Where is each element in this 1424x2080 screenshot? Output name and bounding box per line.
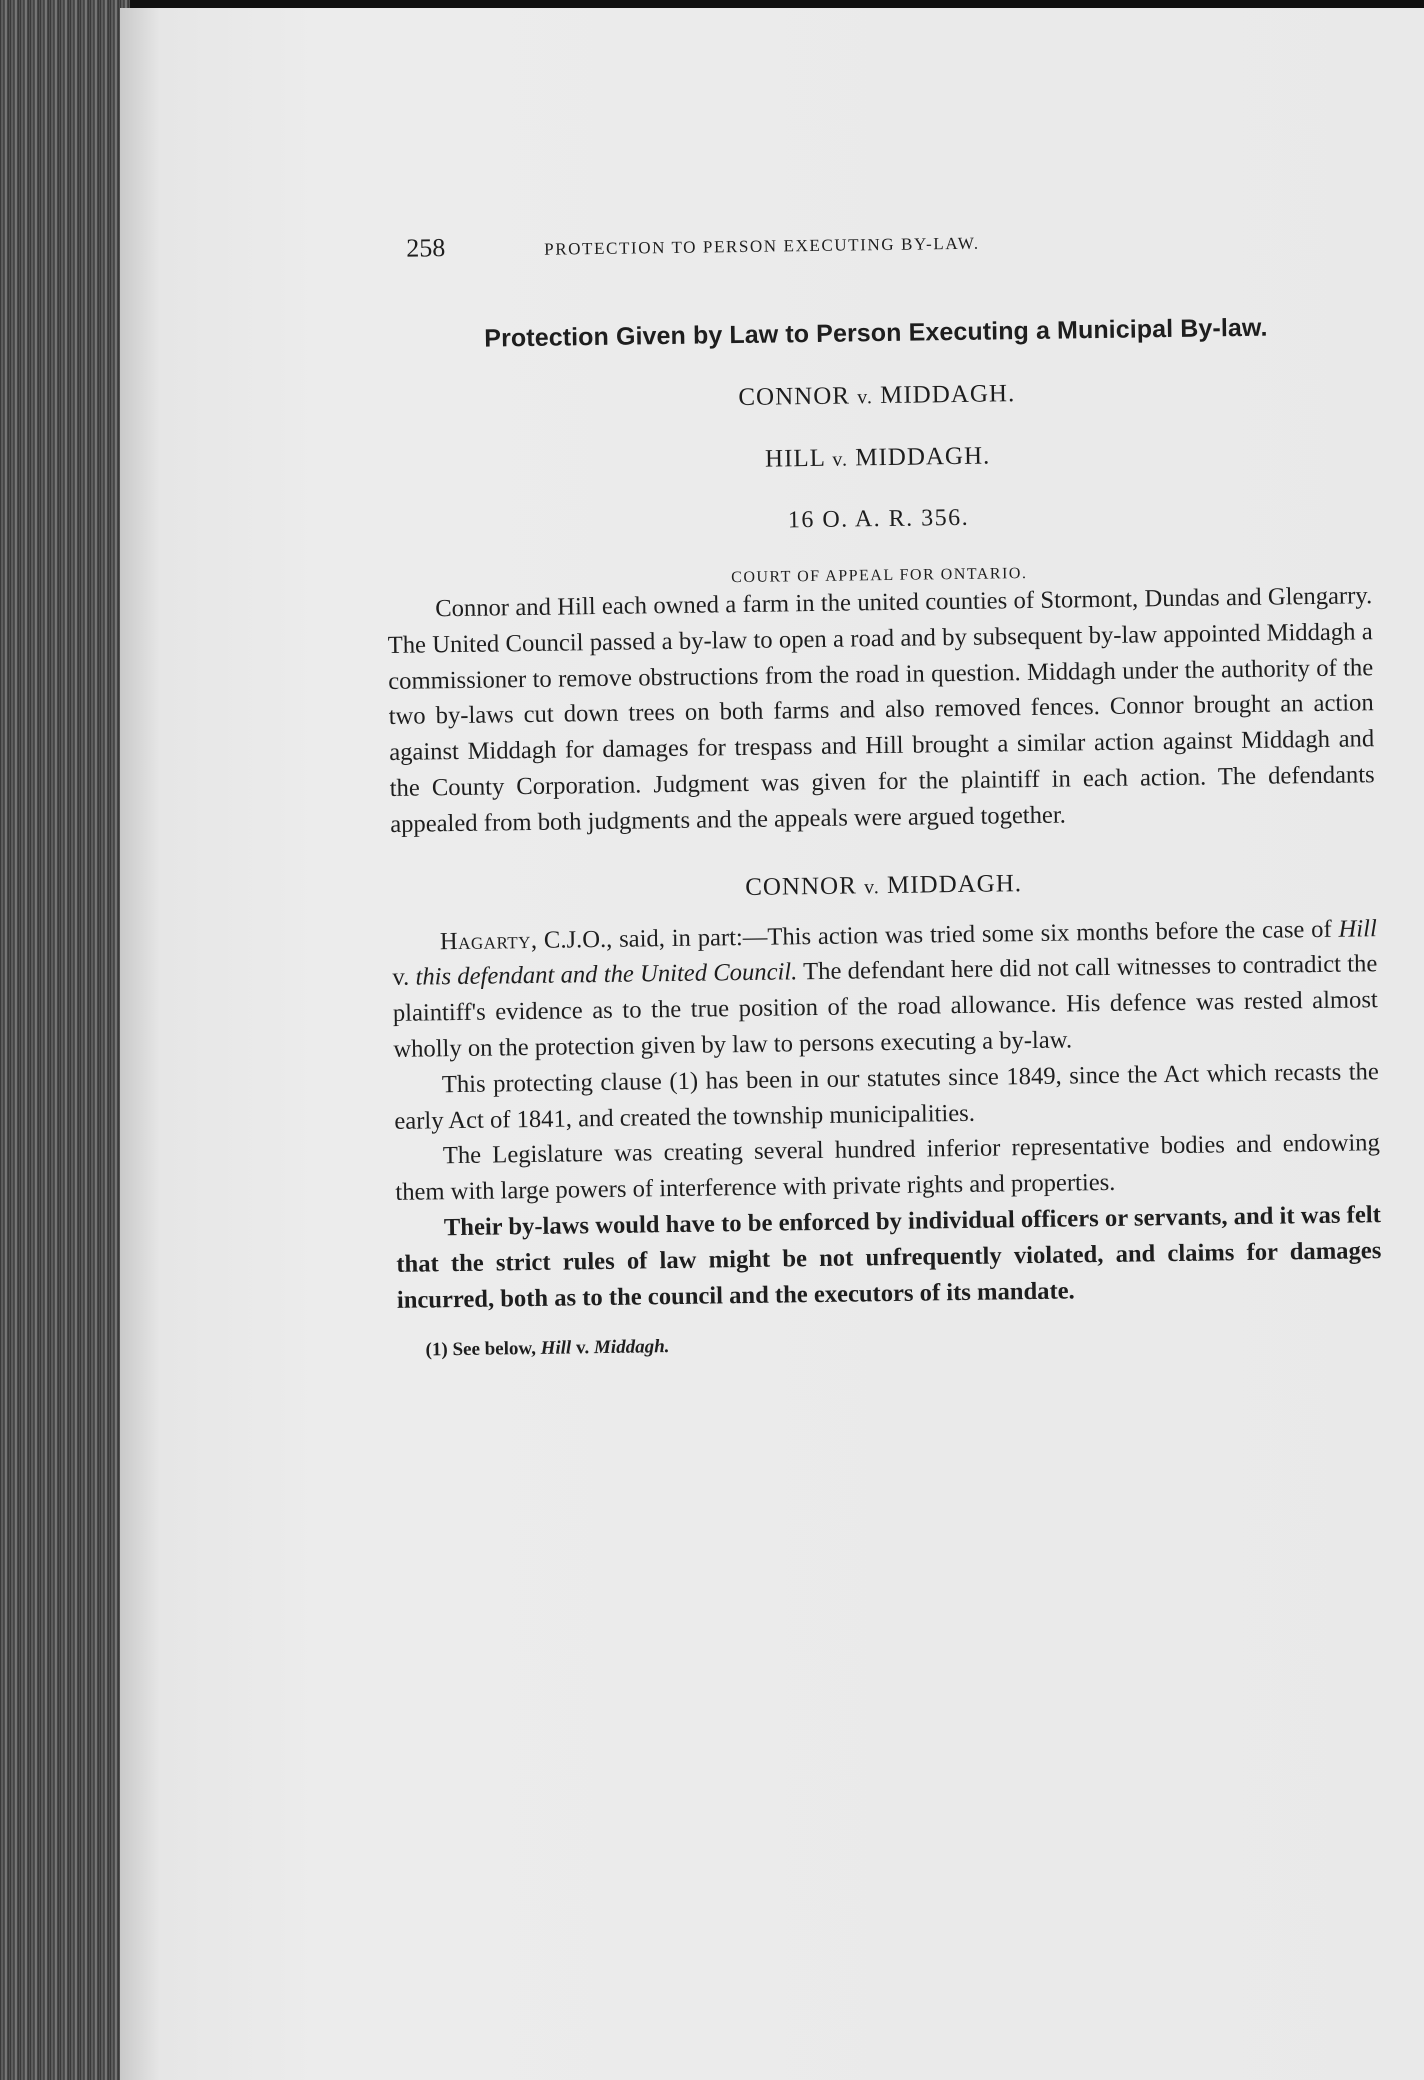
- judgment-case-heading: [391, 865, 1376, 907]
- page-number: 258: [405, 233, 446, 263]
- case-versus: v.: [863, 875, 880, 898]
- footnote-marker: (1): [425, 1339, 448, 1361]
- case-citation: 16 O. A. R. 356.: [787, 504, 970, 534]
- case-reference-plaintiff: Hill: [1338, 914, 1377, 943]
- case-reference-defendant: this defendant and the United Council.: [415, 958, 798, 991]
- judge-name: Hagarty: [439, 926, 532, 955]
- case-title-connor: [384, 375, 1369, 417]
- case-versus: v.: [832, 448, 849, 471]
- judgment-paragraph-3: The Legislature was creating several hundred inferior representative bodies and endowing them with large powers of interference with private rights and properties.: [395, 1129, 1380, 1207]
- court-name: COURT OF APPEAL FOR ONTARIO.: [731, 565, 1028, 587]
- case-title-hill: [385, 437, 1370, 479]
- running-head: [382, 220, 1367, 274]
- case-party-1: CONNOR: [738, 382, 851, 412]
- case-party-2: MIDDAGH.: [855, 442, 991, 472]
- case-party-1: HILL: [764, 444, 826, 473]
- section-heading: Protection Given by Law to Person Executing a Municipal By-law.: [484, 313, 1268, 353]
- footnote-case-versus: v.: [571, 1337, 595, 1359]
- page-sheet: [120, 8, 1424, 2080]
- case-party-2: MIDDAGH.: [879, 380, 1016, 410]
- page-content: [382, 220, 1383, 1362]
- judgment-paragraph-2: This protecting clause (1) has been in our statutes since 1849, since the Act which recasts the early Act of 1841, and created the township municipalities.: [394, 1057, 1379, 1135]
- footnote-text: See below,: [447, 1338, 541, 1361]
- case-party-2: MIDDAGH.: [886, 869, 1023, 899]
- case-party-1: CONNOR: [745, 872, 857, 901]
- judgment-paragraph-1: [392, 911, 1379, 1068]
- paragraph-text: , C.J.O., said, in part:—This action was tried some six months before the case of: [530, 915, 1339, 954]
- footnote-case-plaintiff: Hill: [540, 1337, 572, 1360]
- case-summary: Connor and Hill each owned a farm in the united counties of Stormont, Dundas and Glengarry. The United Council passed a by-law to open a road and by subsequent by-law appointed Middagh a commissioner to remove obstructions from the road in question. Middagh under the authority of the two by-laws cut down trees on both farms and also removed fences. Connor brought an action against Middagh for damages for trespass and Hill brought a similar action against Middagh and the County Corporation. Judgment was given for the plaintiff in each action. The defendants appealed from both judgments and the appeals were argued together.: [387, 582, 1375, 838]
- footnote-case-defendant: Middagh.: [593, 1336, 670, 1359]
- case-versus: v.: [857, 386, 874, 409]
- page-edges: [0, 0, 130, 2080]
- footnote: [425, 1326, 1382, 1361]
- running-title: PROTECTION TO PERSON EXECUTING BY-LAW.: [544, 233, 980, 259]
- case-reference-versus: v.: [392, 963, 416, 992]
- paragraph-text: The defendant here did not call witnesses to contradict the plaintiff's evidence as to the true position of the road allowance. His defence was rested almost wholly on the protection given by law to persons executing a by-law.: [392, 950, 1378, 1063]
- judgment-paragraph-4: Their by-laws would have to be enforced by individual officers or servants, and it was felt that the strict rules of law might be not unfrequently violated, and claims for damages incurred, both as to the council and the executors of its mandate.: [396, 1201, 1382, 1314]
